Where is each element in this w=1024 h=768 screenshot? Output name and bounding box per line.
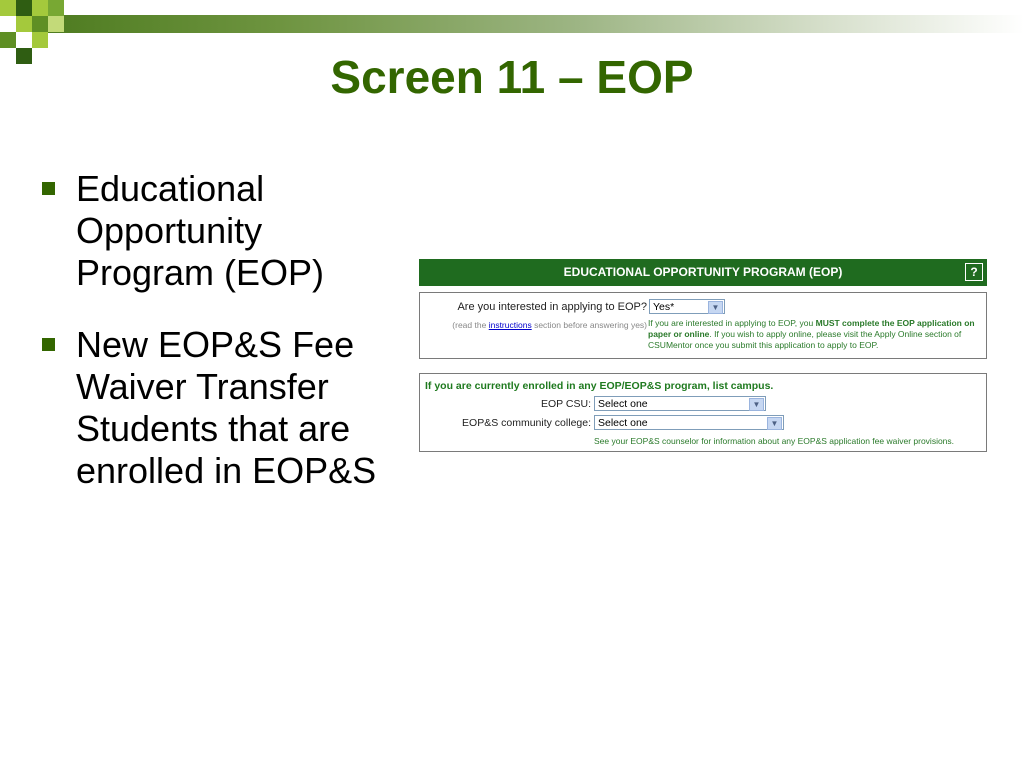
- hint-text-after: section before answering yes): [534, 320, 647, 330]
- enrolled-heading: If you are currently enrolled in any EOP/EOP&S program, list campus.: [425, 380, 774, 392]
- bullet-item: [38, 324, 398, 492]
- chevron-down-icon[interactable]: ▼: [749, 398, 764, 411]
- square-bullet-icon: [42, 338, 55, 351]
- instructions-hint: [452, 320, 647, 330]
- eop-csu-value: Select one: [598, 398, 648, 410]
- enrolled-campus-box: [419, 373, 987, 452]
- eop-question-box: [419, 292, 987, 359]
- eops-counselor-note: See your EOP&S counselor for information about any EOP&S application fee waiver provisions.: [594, 436, 955, 446]
- hint-text-before: (read the: [452, 320, 487, 330]
- header-gradient-bar: [32, 15, 1024, 33]
- eops-cc-label: EOP&S community college:: [462, 417, 591, 429]
- bullet-item: [38, 168, 398, 294]
- eops-cc-select[interactable]: [594, 415, 784, 430]
- eop-application-note: [648, 318, 984, 351]
- note-text-2: . If you wish to apply online, please visit the Apply Online section of CSUMentor once you submit this application to apply to EOP.: [648, 329, 962, 350]
- note-text-1: If you are interested in applying to EOP, you: [648, 318, 814, 328]
- eop-panel-header: [419, 259, 987, 286]
- eop-csu-select[interactable]: [594, 396, 766, 411]
- square-bullet-icon: [42, 182, 55, 195]
- bullet-text: Educational Opportunity Program (EOP): [76, 168, 325, 293]
- eop-panel-title: EDUCATIONAL OPPORTUNITY PROGRAM (EOP): [563, 265, 843, 279]
- eop-question-label: Are you interested in applying to EOP?: [457, 301, 647, 313]
- instructions-link[interactable]: instructions: [488, 320, 532, 330]
- slide-title: Screen 11 – EOP: [330, 51, 694, 103]
- eop-interest-value: Yes*: [653, 301, 675, 313]
- bullet-text: New EOP&S Fee Waiver Transfer Students that are enrolled in EOP&S: [76, 324, 377, 491]
- eop-interest-select[interactable]: [649, 299, 725, 314]
- chevron-down-icon[interactable]: ▼: [708, 301, 723, 314]
- eops-cc-value: Select one: [598, 417, 648, 429]
- help-button[interactable]: ?: [965, 263, 983, 281]
- note-bold-text: MUST complete the EOP application on paper or online: [648, 318, 975, 339]
- chevron-down-icon[interactable]: ▼: [767, 417, 782, 430]
- bullet-list: [38, 168, 398, 522]
- eop-csu-label: EOP CSU:: [541, 398, 591, 410]
